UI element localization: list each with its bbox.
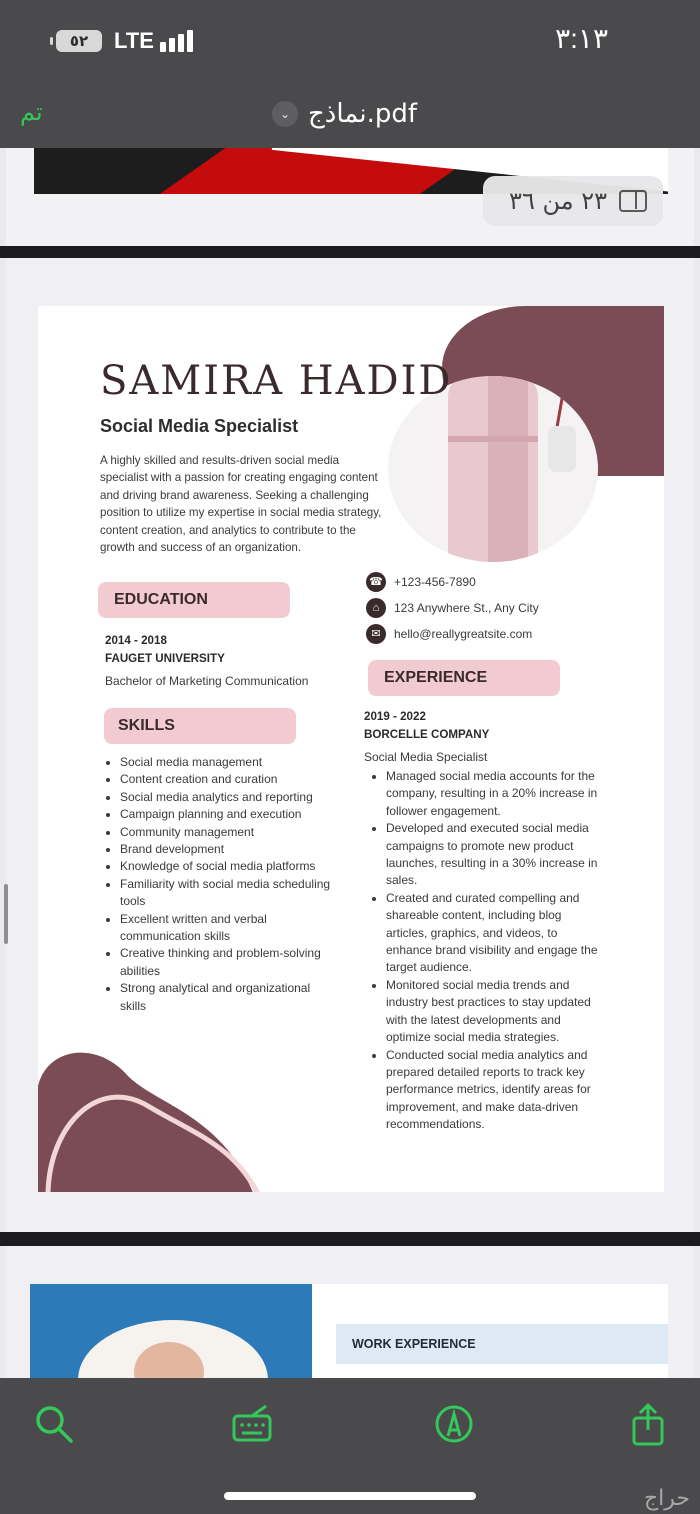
page-indicator[interactable] — [483, 176, 663, 226]
home-icon: ⌂ — [366, 598, 386, 618]
battery-indicator: ٥٢ — [56, 30, 102, 52]
sidebar-icon — [619, 190, 647, 212]
resume-document — [38, 306, 664, 1192]
experience-list — [368, 768, 604, 1134]
phone-text: +123-456-7890 — [394, 575, 476, 589]
mail-icon: ✉ — [366, 624, 386, 644]
resume-summary: A highly skilled and results-driven social media specialist with a passion for creating engaging content and driving brand awareness. Seeking a challenging position to utilize my expertise in social media strategy, content creation, and analytics to contribute to the growth and success of an organization. — [100, 454, 382, 555]
list-item: • Content creation and curation — [120, 771, 334, 788]
home-indicator[interactable] — [224, 1492, 476, 1500]
file-title-menu[interactable] — [272, 94, 417, 134]
list-item: • Community management — [120, 824, 334, 841]
experience-years: 2019 - 2022 — [364, 710, 426, 723]
top-bar — [0, 0, 700, 148]
education-school: FAUGET UNIVERSITY — [105, 652, 225, 665]
address-text: 123 Anywhere St., Any City — [394, 601, 539, 615]
status-bar — [0, 0, 700, 84]
education-heading: EDUCATION — [98, 582, 290, 618]
list-item: • Conducted social media analytics and prepared detailed reports to track key performance metrics, identify areas for improvement, and make data-driven recommendations. — [386, 1047, 604, 1134]
list-item: • Familiarity with social media scheduling tools — [120, 876, 334, 911]
signal-icon — [160, 30, 200, 52]
education-years: 2014 - 2018 — [105, 634, 167, 647]
list-item: • Created and curated compelling and shareable content, including blog articles, graphics, and videos, to enhance brand visibility and engage the target audience. — [386, 890, 604, 977]
page-separator — [0, 246, 700, 258]
done-button[interactable]: تم — [20, 98, 43, 126]
scrollbar[interactable] — [4, 884, 8, 944]
list-item: • Creative thinking and problem-solving abilities — [120, 945, 334, 980]
education-degree: Bachelor of Marketing Communication — [105, 674, 309, 688]
share-icon[interactable] — [626, 1402, 670, 1446]
work-experience-heading: WORK EXPERIENCE — [336, 1324, 668, 1364]
network-label: LTE — [114, 28, 154, 53]
experience-title: Social Media Specialist — [364, 750, 488, 764]
skills-heading: SKILLS — [104, 708, 296, 744]
list-item: • Social media analytics and reporting — [120, 789, 334, 806]
list-item: • Knowledge of social media platforms — [120, 858, 334, 875]
pdf-page-next[interactable] — [6, 1246, 694, 1378]
skills-list — [104, 754, 334, 1015]
list-item: • Developed and executed social media campaigns to promote new product launches, resulting in a 30% increase in sales. — [386, 820, 604, 890]
list-item: • Strong analytical and organizational skills — [120, 980, 334, 1015]
experience-company: BORCELLE COMPANY — [364, 728, 490, 741]
search-icon[interactable] — [32, 1402, 76, 1446]
page-separator — [0, 1232, 700, 1246]
resume-role: Social Media Specialist — [100, 416, 299, 436]
markup-pen-icon[interactable] — [432, 1402, 476, 1446]
list-item: • Managed social media accounts for the company, resulting in a 20% increase in follower engagement. — [386, 768, 604, 820]
file-name: نماذج.pdf — [308, 99, 417, 129]
experience-heading: EXPERIENCE — [368, 660, 560, 696]
list-item: • Campaign planning and execution — [120, 806, 334, 823]
list-item: • Excellent written and verbal communication skills — [120, 911, 334, 946]
pdf-page-current[interactable] — [6, 258, 694, 1232]
chevron-down-icon[interactable]: ⌄ — [272, 101, 298, 127]
contact-address — [366, 598, 539, 618]
list-item: • Social media management — [120, 754, 334, 771]
keyboard-annotate-icon[interactable] — [230, 1402, 274, 1446]
decorative-blob-bottom — [38, 1046, 268, 1192]
contact-email — [366, 624, 532, 644]
contact-phone — [366, 572, 476, 592]
list-item: • Brand development — [120, 841, 334, 858]
list-item: • Monitored social media trends and industry best practices to stay updated with the latest developments and optimize social media strategies. — [386, 977, 604, 1047]
page-indicator-text: ٢٣ من ٣٦ — [509, 187, 607, 215]
clock: ٣:١٣ — [555, 23, 608, 54]
watermark: حراج — [643, 1486, 690, 1511]
resume-name: SAMIRA HADID — [100, 358, 453, 404]
phone-icon: ☎ — [366, 572, 386, 592]
email-text: hello@reallygreatsite.com — [394, 627, 533, 641]
